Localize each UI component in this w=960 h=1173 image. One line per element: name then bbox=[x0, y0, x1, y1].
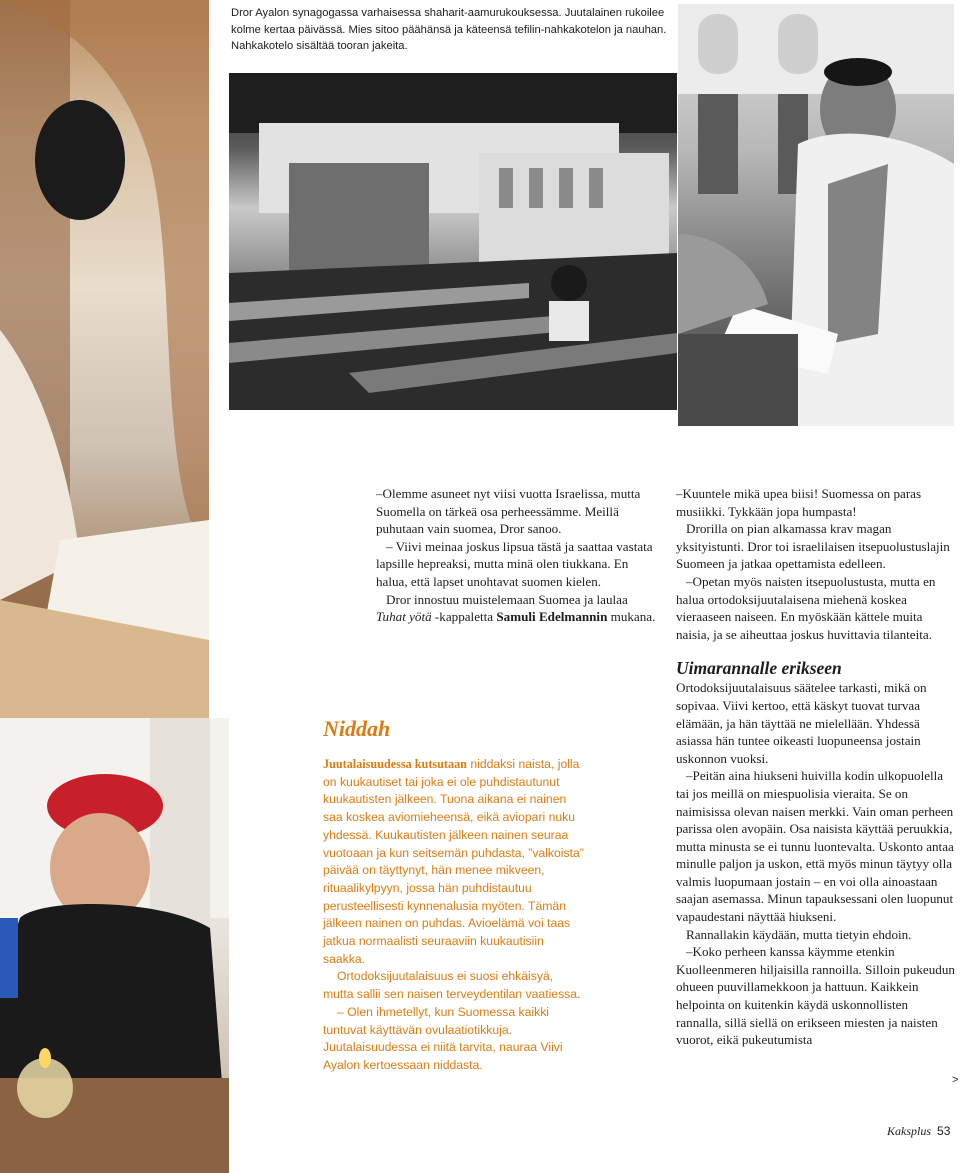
photo-woman-candles-drawing bbox=[0, 718, 229, 1173]
artist-name: Samuli Edelmannin bbox=[496, 609, 608, 625]
photo-man-praying-drawing bbox=[678, 4, 954, 426]
paragraph: –Peitän aina hiukseni huivilla kodin ulkopuolella tai jos meillä on miespuolisia vieraita. Se on naimisissa olevan naisen merkki. Vain oman perheen parissa olen avopäin. Osa naisista käyttää peruukkia, mutta minusta se ei tunnu luontevalta. Uskonto antaa minulle paljon ja uskon, että myös minun täytyy olla valmis luopumaan jostain – en voi olla ainoastaan saajan asemassa. Minun tapauksessani olen luopunut vapaudestani näyttää hiukseni. bbox=[676, 768, 954, 925]
paragraph: Rannallakin käydään, mutta tietyin ehdoin. bbox=[686, 926, 912, 942]
magazine-name: Kaksplus bbox=[887, 1124, 932, 1138]
paragraph: Ortodoksijuutalaisuus ei suosi ehkäisyä, mutta sallii sen naisen terveydentilan vaatiessa. bbox=[323, 969, 581, 1002]
photo-synagogue-interior bbox=[229, 73, 677, 410]
paragraph: –Olemme asuneet nyt viisi vuotta Israelissa, mutta Suomella on tärkeä osa perheessämme. Meillä puhutaan vain suomea, Dror sanoo. bbox=[376, 486, 641, 537]
photo-man-praying bbox=[678, 4, 954, 426]
photo-girl-reading bbox=[0, 0, 209, 718]
continue-arrow-icon: > bbox=[952, 1074, 959, 1086]
paragraph bbox=[323, 756, 584, 968]
paragraph-text: Dror innostuu muistelemaan Suomea ja laulaa bbox=[386, 591, 628, 607]
paragraph: – Viivi meinaa joskus lipsua tästä ja saattaa vastata lapsille hepreaksi, mutta minä olen tiukkana. En halua, että lapset unohtavat suomen kielen. bbox=[376, 538, 653, 589]
paragraph: –Koko perheen kanssa käymme etenkin Kuolleenmeren hiljaisilla rannoilla. Silloin pukeudun ohueen puuvillamekkoon ja hattuun. Kaikkein helpointa on kuitenkin käydä uskonnollisten rannalla, sillä siellä on erikseen miesten ja naisten vuorot, eikä pukeutumista bbox=[676, 944, 955, 1048]
paragraph-text: -kappaletta bbox=[431, 609, 497, 625]
paragraph: Ortodoksijuutalaisuus säätelee tarkasti, mikä on sopivaa. Viivi kertoo, että käskyt tuovat turvaa elämään, ja hän täyttää ne mielellään. Yhdessä asiassa hän tuntee oikeasti luopuneensa jostain uskonnon vuoksi. bbox=[676, 680, 927, 766]
paragraph-text: niddaksi naista, jolla on kuukautiset tai joka ei ole puhdistautunut kuukautisten jälkeen. Tuona aikana ei nainen saa koskea aviomieheensä, eikä aviopari nuku yhdessä. Kuukautisten jälkeen nainen seuraa vuotoaan ja kun seitsemän puhdasta, ”valkoista” päivää on täyttynyt, hän menee mikveen, rituaalikylpyyn, jossa hän puhdistautuu perusteellisesti kynnenalusia myöten. Tämän jälkeen nainen on puhdas. Avioelämä voi taas jatkua normaalisti seuraaviin kuukautisiin saakka. bbox=[323, 757, 584, 966]
paragraph: – Olen ihmetellyt, kun Suomessa kaikki tuntuvat käyttävän ovulaatiotikkuja. Juutalaisuudessa ei niitä tarvita, nauraa Viivi Ayalon kertoessaan niddasta. bbox=[323, 1004, 563, 1072]
photo-woman-candles bbox=[0, 718, 229, 1173]
photo-girl-reading-drawing bbox=[0, 0, 209, 718]
paragraph: Drorilla on pian alkamassa krav magan yksityistunti. Dror toi israelilaisen itsepuolustuslajin Suomeen ja jatkaa opettamista edelleen. bbox=[676, 521, 950, 572]
sidebar-lead: Juutalaisuudessa kutsutaan bbox=[323, 757, 467, 771]
paragraph-text: mukana. bbox=[607, 609, 656, 625]
paragraph: –Opetan myös naisten itsepuolustusta, mutta en halua ortodoksijuutalaisena miehenä koskea vieraaseen naiseen. En myöskään kättele muita naisia, ja se aiheuttaa joskus huvittavia tilanteita. bbox=[676, 573, 936, 642]
song-title: Tuhat yötä bbox=[376, 609, 432, 625]
photo-synagogue-interior-drawing bbox=[229, 73, 677, 410]
paragraph bbox=[376, 591, 658, 626]
page-number: 53 bbox=[937, 1124, 951, 1138]
sidebar-title: Niddah bbox=[323, 716, 391, 741]
article-column-middle bbox=[376, 485, 658, 626]
page-footer bbox=[887, 1124, 950, 1139]
article-column-right bbox=[676, 485, 955, 1049]
photo-caption-text: Dror Ayalon synagogassa varhaisessa shaharit-aamurukouksessa. Juutalainen rukoilee kolme kertaa päivässä. Mies sitoo päähänsä ja käteensä tefilin-nahkakotelon ja nauhan. Nahkakotelo sisältää tooran jakeita. bbox=[231, 7, 667, 53]
paragraph: –Kuuntele mikä upea biisi! Suomessa on paras musiikki. Tykkään jopa humpasta! bbox=[676, 486, 922, 519]
photo-caption bbox=[231, 5, 671, 55]
niddah-sidebar bbox=[323, 716, 584, 1075]
section-heading: Uimarannalle erikseen bbox=[676, 658, 842, 679]
